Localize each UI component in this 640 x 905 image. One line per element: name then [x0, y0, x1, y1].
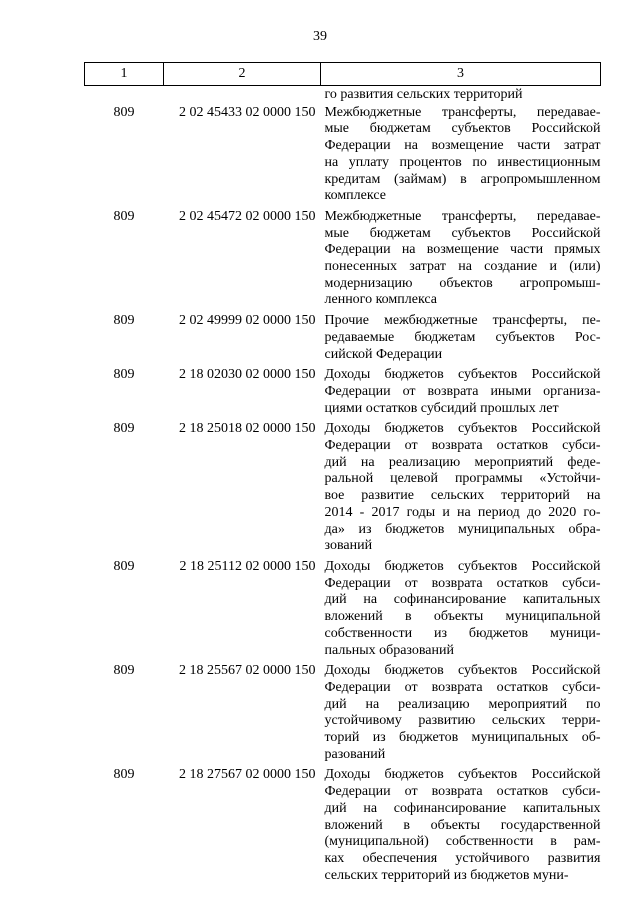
description-line: Доходы бюджетов субъектов Российской	[324, 421, 601, 437]
description-line: ленного комплекса	[324, 292, 438, 308]
table-row	[85, 662, 601, 766]
header-col-2: 2	[164, 63, 321, 86]
description-line: комплексе	[324, 188, 386, 204]
budget-classification-code: 2 18 25018 02 0000 150	[179, 421, 316, 437]
description-line: вложений в объекты муниципальной	[324, 609, 601, 625]
description-line: сийской Федерации	[324, 346, 443, 362]
description-line: кредитам (займам) в агропромышленном	[324, 171, 601, 187]
description-line: мые бюджетам субъектов Российской	[324, 121, 601, 137]
description-line: Доходы бюджетов субъектов Российской	[324, 767, 601, 783]
admin-code: 809	[113, 663, 135, 679]
budget-classification-code: 2 18 25567 02 0000 150	[179, 663, 316, 679]
table-row	[85, 208, 601, 312]
description-line: Федерации на возмещение части прямых	[324, 242, 601, 258]
income-description	[321, 104, 601, 208]
page-number: 39	[313, 29, 327, 44]
description-line: Межбюджетные трансферты, передавае-	[324, 104, 601, 120]
income-description	[321, 662, 601, 766]
table-row	[85, 312, 601, 366]
table-body	[85, 86, 601, 888]
income-description	[321, 312, 601, 366]
description-line: Доходы бюджетов субъектов Российской	[324, 367, 601, 383]
description-line: модернизацию объектов агропромыш-	[324, 275, 601, 291]
description-line: пальных образований	[324, 642, 454, 658]
budget-classification-code: 2 18 27567 02 0000 150	[179, 767, 316, 783]
description-line: редаваемые бюджетам субъектов Рос-	[324, 329, 601, 345]
description-line: да» из бюджетов муниципальных обра-	[324, 521, 601, 537]
budget-classification-code: 2 02 45433 02 0000 150	[179, 104, 316, 120]
budget-classification-code: 2 02 49999 02 0000 150	[179, 313, 316, 329]
admin-code: 809	[113, 104, 135, 120]
budget-codes-table	[84, 62, 601, 887]
table-header	[85, 63, 601, 86]
description-line: ках обеспечения устойчивого развития	[324, 850, 601, 866]
description-line: понесенных затрат на создание и (или)	[324, 259, 601, 275]
table-row	[85, 766, 601, 887]
income-description	[321, 766, 601, 887]
header-col-1: 1	[85, 63, 164, 86]
budget-classification-code: 2 02 45472 02 0000 150	[179, 208, 316, 224]
description-line: (муниципальной) собственности в рам-	[324, 834, 601, 850]
continuation-row	[85, 86, 601, 104]
admin-code: 809	[113, 421, 135, 437]
description-line: вложений в объекты государственной	[324, 817, 601, 833]
description-line: дий на софинансирование капитальных	[324, 800, 601, 816]
admin-code: 809	[113, 767, 135, 783]
budget-classification-code: 2 18 25112 02 0000 150	[179, 558, 316, 574]
description-line: Доходы бюджетов субъектов Российской	[324, 663, 601, 679]
description-line: собственности из бюджетов муници-	[324, 625, 601, 641]
admin-code: 809	[113, 313, 135, 329]
description-line: дий на реализацию мероприятий по	[324, 696, 601, 712]
description-line: Федерации от возврата остатков субси-	[324, 438, 601, 454]
income-description	[321, 420, 601, 558]
description-line: Федерации от возврата остатков субси-	[324, 575, 601, 591]
description-line: Федерации от возврата иными организа-	[324, 383, 601, 399]
description-line: Федерации от возврата остатков субси-	[324, 784, 601, 800]
description-line: вое развитие сельских территорий на	[324, 488, 601, 504]
budget-classification-code: 2 18 02030 02 0000 150	[179, 367, 316, 383]
description-line: мые бюджетам субъектов Российской	[324, 225, 601, 241]
table-row	[85, 366, 601, 420]
income-description	[321, 366, 601, 420]
description-line: дий на софинансирование капитальных	[324, 592, 601, 608]
admin-code: 809	[113, 558, 135, 574]
description-line: Федерации на возмещение части затрат	[324, 138, 601, 154]
header-col-3: 3	[321, 63, 601, 86]
description-line: сельских территорий из бюджетов муни-	[324, 867, 569, 883]
description-line: циями остатков субсидий прошлых лет	[324, 400, 559, 416]
table-row	[85, 558, 601, 662]
description-line: разований	[324, 746, 386, 762]
admin-code: 809	[113, 208, 135, 224]
admin-code: 809	[113, 367, 135, 383]
description-line: Прочие межбюджетные трансферты, пе-	[324, 313, 601, 329]
table-row	[85, 420, 601, 558]
description-line: торий из бюджетов муниципальных об-	[324, 730, 601, 746]
description-line: Доходы бюджетов субъектов Российской	[324, 558, 601, 574]
description-line: Межбюджетные трансферты, передавае-	[324, 208, 601, 224]
description-line: устойчивому развитию сельских терри-	[324, 713, 601, 729]
description-line: на уплату процентов по инвестиционным	[324, 154, 601, 170]
description-line: зований	[324, 538, 373, 554]
description-line: ральной целевой программы «Устойчи-	[324, 471, 601, 487]
income-description	[321, 208, 601, 312]
income-description	[321, 558, 601, 662]
description-line: 2014 - 2017 годы и на период до 2020 го-	[324, 504, 601, 520]
description-line: дий на реализацию мероприятий феде-	[324, 454, 601, 470]
table-row	[85, 104, 601, 208]
description-line: Федерации от возврата остатков субси-	[324, 679, 601, 695]
continuation-text: го развития сельских территорий	[324, 87, 523, 102]
